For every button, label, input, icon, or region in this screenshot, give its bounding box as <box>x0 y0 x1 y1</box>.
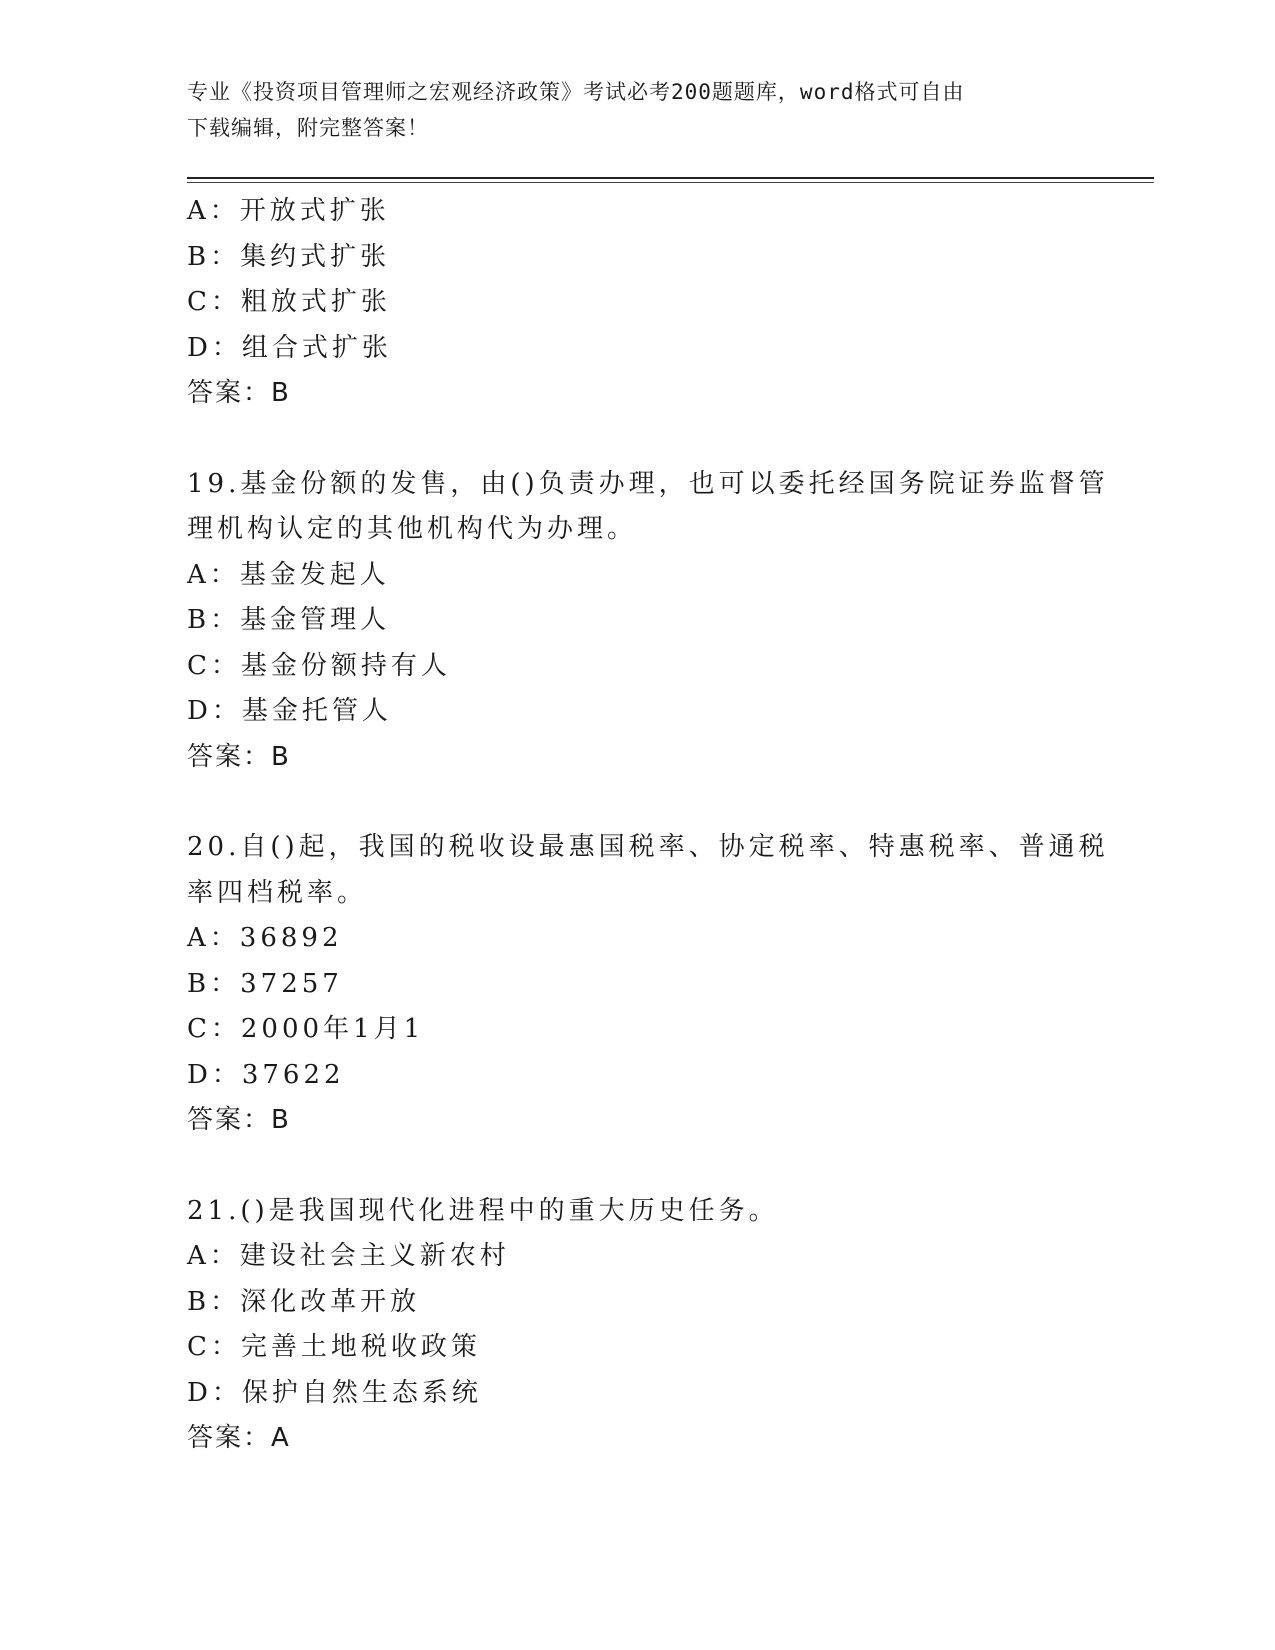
question-20-stem-line-1: 20.自()起，我国的税收设最惠国税率、协定税率、特惠税率、普通税 <box>187 832 1109 862</box>
question-19-answer: 答案：B <box>187 741 291 772</box>
question-21-option-b: B：深化改革开放 <box>187 1286 421 1317</box>
question-spacer <box>187 1144 1087 1189</box>
question-21-block <box>187 1189 1087 1462</box>
question-18-option-b: B：集约式扩张 <box>187 241 391 272</box>
question-18-option-c: C：粗放式扩张 <box>187 287 391 317</box>
header-line-1: 专业《投资项目管理师之宏观经济政策》考试必考200题题库，word格式可自由 <box>187 80 965 104</box>
question-20-stem-line-2: 率四档税率。 <box>187 877 368 908</box>
question-19-stem-line-2: 理机构认定的其他机构代为办理。 <box>187 514 638 544</box>
question-19-option-d: D：基金托管人 <box>187 696 392 726</box>
question-19-option-b: B：基金管理人 <box>187 605 391 635</box>
question-19-option-c: C：基金份额持有人 <box>187 650 451 681</box>
question-list <box>187 189 1109 1462</box>
question-spacer <box>187 780 1087 825</box>
question-21-stem-line-1: 21.()是我国现代化进程中的重大历史任务。 <box>187 1195 779 1226</box>
document-header <box>187 74 1067 146</box>
question-20-option-a: A：36892 <box>187 923 343 953</box>
question-20-option-d: D：37622 <box>187 1059 345 1090</box>
header-divider-thin <box>187 182 1154 183</box>
question-21-option-a: A：建设社会主义新农村 <box>187 1241 510 1271</box>
question-20-block <box>187 825 1109 1144</box>
question-18-option-d: D：组合式扩张 <box>187 332 392 363</box>
question-18-answer: 答案：B <box>187 378 291 408</box>
question-21-option-d: D：保护自然生态系统 <box>187 1377 482 1408</box>
question-20-option-b: B：37257 <box>187 968 343 999</box>
header-divider-thick <box>187 177 1154 179</box>
question-18-block <box>187 189 1087 417</box>
question-19-block <box>187 462 1109 781</box>
question-18-option-a: A：开放式扩张 <box>187 196 390 226</box>
question-20-option-c: C：2000年1月1 <box>187 1014 425 1044</box>
question-21-option-c: C：完善土地税收政策 <box>187 1332 481 1362</box>
question-spacer <box>187 417 1087 462</box>
question-19-option-a: A：基金发起人 <box>187 559 390 590</box>
question-21-answer: 答案：A <box>187 1423 291 1453</box>
header-line-2: 下载编辑，附完整答案！ <box>187 116 429 140</box>
question-19-stem-line-1: 19.基金份额的发售，由()负责办理，也可以委托经国务院证券监督管 <box>187 468 1109 499</box>
question-20-answer: 答案：B <box>187 1105 291 1135</box>
